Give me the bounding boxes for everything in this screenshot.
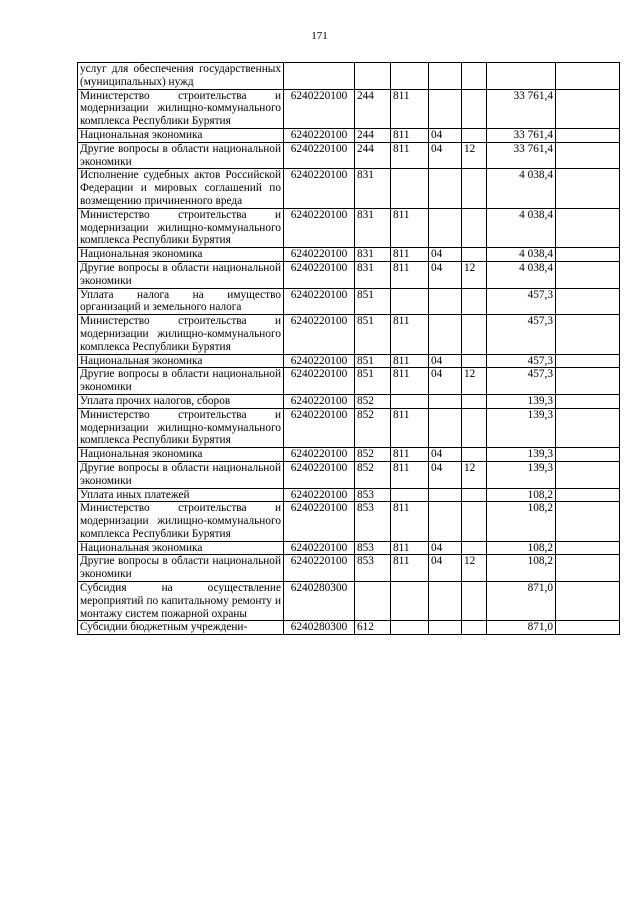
cell-name: Министерство строительства и модернизации жилищно-коммунального комплекса Республики Бурятия bbox=[78, 502, 284, 541]
cell-name: Субсидия на осуществление мероприятий по капитальному ремонту и монтажу систем пожарной охраны bbox=[78, 582, 284, 621]
cell-target-article: 6240220100 bbox=[284, 502, 355, 541]
cell-empty bbox=[556, 448, 620, 462]
cell-subsection bbox=[462, 621, 487, 635]
cell-expense-type: 852 bbox=[355, 408, 391, 447]
cell-name: Исполнение судебных актов Российской Федерации и мировых соглашений по возмещению причиненного вреда bbox=[78, 169, 284, 208]
cell-empty bbox=[556, 142, 620, 169]
budget-table-body bbox=[78, 63, 620, 635]
cell-name: услуг для обеспечения государственных (муниципальных) нужд bbox=[78, 63, 284, 90]
table-row bbox=[78, 354, 620, 368]
cell-section bbox=[429, 621, 462, 635]
cell-target-article: 6240220100 bbox=[284, 368, 355, 395]
cell-administrator bbox=[391, 582, 429, 621]
table-row bbox=[78, 315, 620, 354]
cell-administrator: 811 bbox=[391, 142, 429, 169]
table-row bbox=[78, 582, 620, 621]
cell-target-article: 6240220100 bbox=[284, 315, 355, 354]
table-row bbox=[78, 555, 620, 582]
table-row bbox=[78, 461, 620, 488]
page-number: 171 bbox=[311, 30, 328, 42]
table-row bbox=[78, 169, 620, 208]
cell-name: Национальная экономика bbox=[78, 354, 284, 368]
cell-section bbox=[429, 288, 462, 315]
cell-administrator: 811 bbox=[391, 208, 429, 247]
cell-target-article: 6240220100 bbox=[284, 288, 355, 315]
cell-amount bbox=[487, 63, 556, 90]
cell-administrator: 811 bbox=[391, 555, 429, 582]
cell-amount: 457,3 bbox=[487, 288, 556, 315]
cell-subsection bbox=[462, 288, 487, 315]
cell-name: Национальная экономика bbox=[78, 541, 284, 555]
table-row bbox=[78, 502, 620, 541]
cell-expense-type: 831 bbox=[355, 261, 391, 288]
cell-subsection bbox=[462, 169, 487, 208]
cell-name: Другие вопросы в области национальной экономики bbox=[78, 368, 284, 395]
cell-amount: 33 761,4 bbox=[487, 89, 556, 128]
cell-section: 04 bbox=[429, 541, 462, 555]
cell-subsection bbox=[462, 448, 487, 462]
cell-expense-type: 853 bbox=[355, 488, 391, 502]
cell-administrator: 811 bbox=[391, 541, 429, 555]
table-row bbox=[78, 142, 620, 169]
cell-target-article: 6240220100 bbox=[284, 541, 355, 555]
cell-empty bbox=[556, 261, 620, 288]
cell-subsection bbox=[462, 63, 487, 90]
table-row bbox=[78, 128, 620, 142]
cell-empty bbox=[556, 208, 620, 247]
cell-target-article: 6240280300 bbox=[284, 582, 355, 621]
cell-name: Уплата иных платежей bbox=[78, 488, 284, 502]
cell-amount: 108,2 bbox=[487, 541, 556, 555]
cell-administrator: 811 bbox=[391, 89, 429, 128]
cell-amount: 139,3 bbox=[487, 448, 556, 462]
cell-subsection bbox=[462, 354, 487, 368]
cell-amount: 871,0 bbox=[487, 582, 556, 621]
cell-amount: 457,3 bbox=[487, 368, 556, 395]
cell-administrator: 811 bbox=[391, 354, 429, 368]
cell-empty bbox=[556, 541, 620, 555]
cell-expense-type: 851 bbox=[355, 288, 391, 315]
cell-target-article: 6240220100 bbox=[284, 394, 355, 408]
cell-empty bbox=[556, 89, 620, 128]
cell-empty bbox=[556, 315, 620, 354]
cell-target-article: 6240220100 bbox=[284, 461, 355, 488]
cell-section: 04 bbox=[429, 461, 462, 488]
table-row bbox=[78, 488, 620, 502]
cell-name: Министерство строительства и модернизации жилищно-коммунального комплекса Республики Бурятия bbox=[78, 89, 284, 128]
cell-target-article: 6240220100 bbox=[284, 448, 355, 462]
cell-section bbox=[429, 208, 462, 247]
cell-empty bbox=[556, 63, 620, 90]
cell-empty bbox=[556, 488, 620, 502]
cell-section: 04 bbox=[429, 368, 462, 395]
cell-subsection bbox=[462, 408, 487, 447]
table-row bbox=[78, 448, 620, 462]
cell-empty bbox=[556, 408, 620, 447]
cell-target-article: 6240220100 bbox=[284, 408, 355, 447]
cell-amount: 108,2 bbox=[487, 555, 556, 582]
cell-administrator: 811 bbox=[391, 502, 429, 541]
cell-target-article bbox=[284, 63, 355, 90]
cell-empty bbox=[556, 555, 620, 582]
cell-amount: 4 038,4 bbox=[487, 248, 556, 262]
table-row bbox=[78, 394, 620, 408]
cell-name: Национальная экономика bbox=[78, 248, 284, 262]
cell-name: Министерство строительства и модернизации жилищно-коммунального комплекса Республики Бурятия bbox=[78, 208, 284, 247]
cell-subsection bbox=[462, 89, 487, 128]
cell-administrator bbox=[391, 63, 429, 90]
table-row bbox=[78, 288, 620, 315]
cell-name: Уплата прочих налогов, сборов bbox=[78, 394, 284, 408]
cell-subsection: 12 bbox=[462, 461, 487, 488]
cell-subsection bbox=[462, 208, 487, 247]
cell-empty bbox=[556, 582, 620, 621]
cell-amount: 457,3 bbox=[487, 354, 556, 368]
cell-target-article: 6240220100 bbox=[284, 248, 355, 262]
cell-name: Другие вопросы в области национальной экономики bbox=[78, 461, 284, 488]
cell-amount: 108,2 bbox=[487, 488, 556, 502]
cell-subsection: 12 bbox=[462, 368, 487, 395]
cell-target-article: 6240220100 bbox=[284, 354, 355, 368]
cell-administrator bbox=[391, 288, 429, 315]
cell-expense-type: 851 bbox=[355, 315, 391, 354]
cell-amount: 108,2 bbox=[487, 502, 556, 541]
cell-subsection: 12 bbox=[462, 555, 487, 582]
cell-amount: 871,0 bbox=[487, 621, 556, 635]
table-row bbox=[78, 368, 620, 395]
cell-section: 04 bbox=[429, 261, 462, 288]
cell-target-article: 6240220100 bbox=[284, 128, 355, 142]
cell-expense-type: 831 bbox=[355, 248, 391, 262]
cell-expense-type: 852 bbox=[355, 394, 391, 408]
cell-administrator: 811 bbox=[391, 368, 429, 395]
cell-empty bbox=[556, 394, 620, 408]
cell-subsection bbox=[462, 315, 487, 354]
cell-amount: 139,3 bbox=[487, 394, 556, 408]
cell-expense-type: 853 bbox=[355, 555, 391, 582]
cell-section bbox=[429, 63, 462, 90]
cell-section bbox=[429, 408, 462, 447]
cell-target-article: 6240220100 bbox=[284, 261, 355, 288]
cell-administrator bbox=[391, 621, 429, 635]
cell-target-article: 6240220100 bbox=[284, 169, 355, 208]
cell-amount: 33 761,4 bbox=[487, 142, 556, 169]
cell-subsection bbox=[462, 488, 487, 502]
cell-name: Министерство строительства и модернизации жилищно-коммунального комплекса Республики Бурятия bbox=[78, 315, 284, 354]
table-row bbox=[78, 621, 620, 635]
cell-empty bbox=[556, 128, 620, 142]
cell-target-article: 6240220100 bbox=[284, 89, 355, 128]
cell-subsection: 12 bbox=[462, 261, 487, 288]
cell-section bbox=[429, 89, 462, 128]
cell-section: 04 bbox=[429, 128, 462, 142]
cell-expense-type: 852 bbox=[355, 448, 391, 462]
cell-administrator: 811 bbox=[391, 448, 429, 462]
cell-subsection bbox=[462, 128, 487, 142]
cell-expense-type: 831 bbox=[355, 208, 391, 247]
cell-subsection bbox=[462, 394, 487, 408]
cell-amount: 139,3 bbox=[487, 408, 556, 447]
cell-empty bbox=[556, 288, 620, 315]
cell-name: Уплата налога на имущество организаций и земельного налога bbox=[78, 288, 284, 315]
cell-empty bbox=[556, 502, 620, 541]
cell-target-article: 6240280300 bbox=[284, 621, 355, 635]
cell-empty bbox=[556, 368, 620, 395]
cell-administrator bbox=[391, 394, 429, 408]
cell-expense-type: 244 bbox=[355, 142, 391, 169]
table-row bbox=[78, 248, 620, 262]
cell-section bbox=[429, 394, 462, 408]
table-row bbox=[78, 63, 620, 90]
cell-empty bbox=[556, 354, 620, 368]
cell-name: Национальная экономика bbox=[78, 448, 284, 462]
cell-name: Другие вопросы в области национальной экономики bbox=[78, 555, 284, 582]
cell-expense-type: 851 bbox=[355, 368, 391, 395]
cell-target-article: 6240220100 bbox=[284, 208, 355, 247]
table-row bbox=[78, 208, 620, 247]
cell-name: Субсидии бюджетным учреждени- bbox=[78, 621, 284, 635]
cell-expense-type: 853 bbox=[355, 541, 391, 555]
cell-target-article: 6240220100 bbox=[284, 488, 355, 502]
cell-name: Национальная экономика bbox=[78, 128, 284, 142]
cell-expense-type: 831 bbox=[355, 169, 391, 208]
cell-section bbox=[429, 315, 462, 354]
cell-expense-type: 244 bbox=[355, 128, 391, 142]
cell-section bbox=[429, 169, 462, 208]
cell-expense-type bbox=[355, 582, 391, 621]
cell-expense-type: 852 bbox=[355, 461, 391, 488]
cell-section: 04 bbox=[429, 448, 462, 462]
cell-name: Другие вопросы в области национальной экономики bbox=[78, 142, 284, 169]
cell-subsection bbox=[462, 582, 487, 621]
cell-section: 04 bbox=[429, 142, 462, 169]
budget-table bbox=[77, 62, 620, 635]
cell-subsection: 12 bbox=[462, 142, 487, 169]
cell-subsection bbox=[462, 502, 487, 541]
cell-section bbox=[429, 582, 462, 621]
cell-target-article: 6240220100 bbox=[284, 142, 355, 169]
cell-empty bbox=[556, 169, 620, 208]
cell-target-article: 6240220100 bbox=[284, 555, 355, 582]
cell-administrator bbox=[391, 488, 429, 502]
table-row bbox=[78, 261, 620, 288]
cell-subsection bbox=[462, 248, 487, 262]
cell-administrator: 811 bbox=[391, 408, 429, 447]
cell-amount: 4 038,4 bbox=[487, 208, 556, 247]
table-row bbox=[78, 541, 620, 555]
cell-administrator: 811 bbox=[391, 315, 429, 354]
cell-section: 04 bbox=[429, 248, 462, 262]
cell-administrator: 811 bbox=[391, 461, 429, 488]
cell-amount: 33 761,4 bbox=[487, 128, 556, 142]
table-row bbox=[78, 89, 620, 128]
cell-expense-type: 853 bbox=[355, 502, 391, 541]
cell-amount: 4 038,4 bbox=[487, 261, 556, 288]
cell-expense-type bbox=[355, 63, 391, 90]
cell-expense-type: 244 bbox=[355, 89, 391, 128]
cell-empty bbox=[556, 248, 620, 262]
cell-section bbox=[429, 502, 462, 541]
cell-subsection bbox=[462, 541, 487, 555]
table-row bbox=[78, 408, 620, 447]
cell-amount: 139,3 bbox=[487, 461, 556, 488]
cell-empty bbox=[556, 461, 620, 488]
cell-empty bbox=[556, 621, 620, 635]
cell-administrator: 811 bbox=[391, 248, 429, 262]
cell-section: 04 bbox=[429, 354, 462, 368]
cell-administrator: 811 bbox=[391, 261, 429, 288]
cell-amount: 457,3 bbox=[487, 315, 556, 354]
cell-administrator: 811 bbox=[391, 128, 429, 142]
cell-name: Министерство строительства и модернизации жилищно-коммунального комплекса Республики Бурятия bbox=[78, 408, 284, 447]
cell-administrator bbox=[391, 169, 429, 208]
cell-section bbox=[429, 488, 462, 502]
cell-amount: 4 038,4 bbox=[487, 169, 556, 208]
cell-section: 04 bbox=[429, 555, 462, 582]
cell-name: Другие вопросы в области национальной экономики bbox=[78, 261, 284, 288]
cell-expense-type: 851 bbox=[355, 354, 391, 368]
cell-expense-type: 612 bbox=[355, 621, 391, 635]
